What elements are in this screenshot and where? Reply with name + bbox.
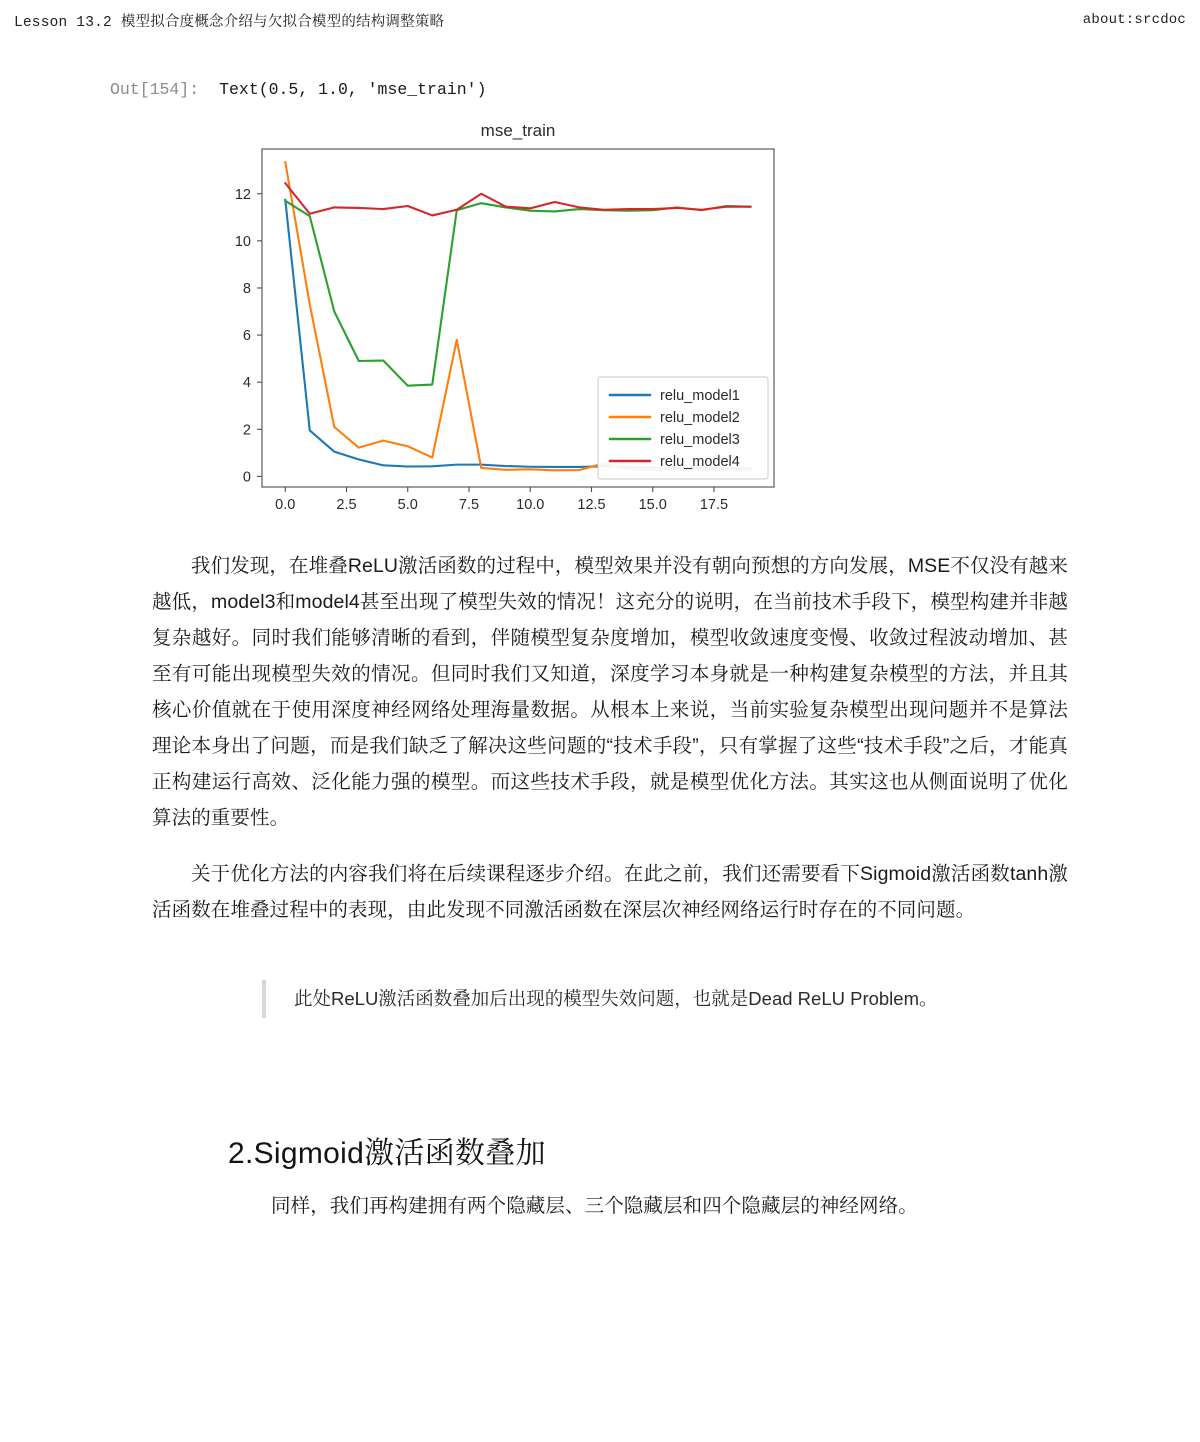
document-url: about:srcdoc: [1082, 12, 1186, 28]
body-paragraph-1: 我们发现，在堆叠ReLU激活函数的过程中，模型效果并没有朝向预想的方向发展，MSE不仅没有越来越低，model3和model4甚至出现了模型失效的情况！这充分的说明，在当前技术手段下，模型构建并非越复杂越好。同时我们能够清晰的看到，伴随模型复杂度增加，模型收敛速度变慢、收敛过程波动增加、甚至有可能出现模型失效的情况。但同时我们又知道，深度学习本身就是一种构建复杂模型的方法，并且其核心价值就在于使用深度神经网络处理海量数据。从根本上来说，当前实验复杂模型出现问题并不是算法理论本身出了问题，而是我们缺乏了解决这些问题的“技术手段”，只有掌握了这些“技术手段”之后，才能真正构建运行高效、泛化能力强的模型。而这些技术手段，就是模型优化方法。其实这也从侧面说明了优化算法的重要性。: [152, 554, 1068, 829]
body-paragraph-3: 同样，我们再构建拥有两个隐藏层、三个隐藏层和四个隐藏层的神经网络。: [271, 1194, 918, 1217]
y-tick-label: 10: [234, 233, 251, 250]
x-tick-label: 12.5: [577, 497, 606, 510]
mse-train-chart: [215, 118, 795, 510]
page-header: [0, 0, 1200, 34]
document-title: Lesson 13.2 模型拟合度概念介绍与欠拟合模型的结构调整策略: [14, 14, 445, 31]
body-paragraph-2: 关于优化方法的内容我们将在后续课程逐步介绍。在此之前，我们还需要看下Sigmoid激活函数tanh激活函数在堆叠过程中的表现，由此发现不同激活函数在深层次神经网络运行时存在的不同问题。: [152, 862, 1068, 921]
x-tick-label: 5.0: [397, 497, 418, 510]
y-tick-label: 4: [242, 375, 251, 392]
x-tick-label: 2.5: [336, 497, 357, 510]
y-tick-label: 6: [242, 328, 251, 345]
legend-label-relu_model2: relu_model2: [660, 410, 740, 426]
x-tick-label: 15.0: [638, 497, 667, 510]
callout-blockquote: 此处ReLU激活函数叠加后出现的模型失效问题，也就是Dead ReLU Problem。: [262, 980, 994, 1018]
line-chart-svg: [215, 118, 795, 510]
notebook-output-row: [110, 80, 486, 99]
chart-legend: [598, 377, 768, 479]
y-tick-label: 0: [242, 469, 251, 486]
series-line-relu_model4: [285, 183, 750, 215]
output-prompt-label: Out[154]:: [110, 80, 200, 99]
section-heading-sigmoid: 2.Sigmoid激活函数叠加: [228, 1136, 546, 1170]
y-tick-label: 12: [234, 186, 251, 203]
chart-title: mse_train: [480, 121, 556, 140]
x-tick-label: 7.5: [458, 497, 480, 510]
series-line-relu_model3: [285, 201, 750, 386]
x-tick-label: 10.0: [516, 497, 545, 510]
legend-label-relu_model1: relu_model1: [660, 388, 740, 404]
output-repr-text: Text(0.5, 1.0, 'mse_train'): [219, 80, 487, 99]
x-tick-label: 17.5: [699, 497, 729, 510]
legend-label-relu_model4: relu_model4: [660, 454, 740, 470]
legend-label-relu_model3: relu_model3: [660, 432, 740, 448]
y-tick-label: 2: [242, 422, 251, 439]
y-tick-label: 8: [242, 280, 251, 297]
x-tick-label: 0.0: [275, 497, 296, 510]
